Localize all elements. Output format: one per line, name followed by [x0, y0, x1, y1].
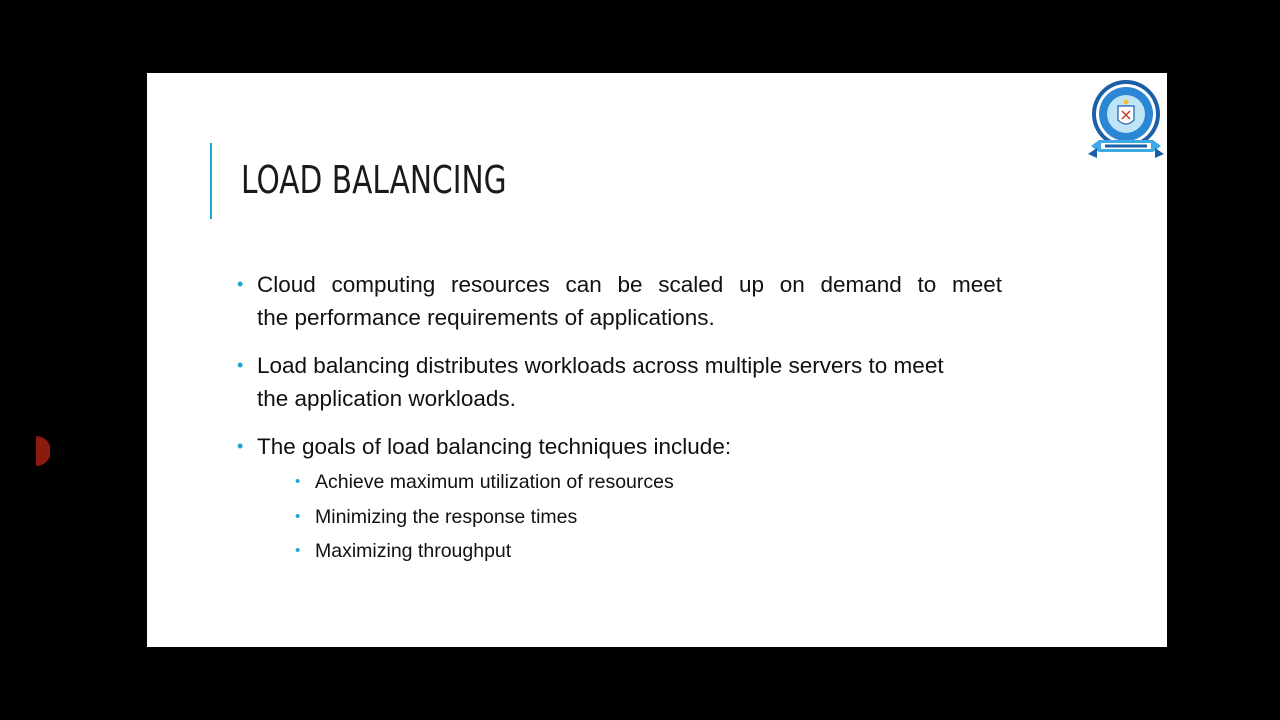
bullet-line: The goals of load balancing techniques include: — [257, 434, 732, 459]
bullet-line: Cloud computing resources can be scaled up on demand to meet — [257, 272, 1002, 297]
bullet-line: Load balancing distributes workloads across multiple servers to meet — [257, 353, 944, 378]
bullet-dot-icon: • — [295, 507, 301, 525]
sub-bullet-item — [295, 500, 1067, 535]
bullet-line: the performance requirements of applications. — [257, 305, 715, 330]
bullet-dot-icon: • — [237, 436, 244, 456]
sub-bullet-list — [257, 465, 1067, 569]
bullet-line: the application workloads. — [257, 386, 516, 411]
bullet-dot-icon: • — [295, 473, 301, 490]
bullet-item — [237, 268, 1067, 334]
sub-bullet-item — [295, 534, 1067, 569]
slide-body — [237, 268, 1067, 584]
sub-bullet-item — [295, 465, 1067, 500]
presentation-slide — [147, 73, 1167, 647]
bullet-dot-icon: • — [295, 542, 301, 559]
title-accent-bar — [210, 143, 212, 219]
sub-bullet-text: Minimizing the response times — [315, 505, 578, 528]
college-emblem-icon — [1087, 76, 1165, 172]
slide-title: LOAD BALANCING — [241, 158, 507, 202]
sub-bullet-text: Achieve maximum utilization of resources — [315, 471, 674, 493]
bullet-item — [237, 349, 1067, 415]
bullet-item — [237, 430, 1067, 569]
sub-bullet-text: Maximizing throughput — [315, 540, 512, 562]
bullet-dot-icon: • — [237, 274, 244, 294]
play-marker-icon[interactable] — [36, 436, 50, 466]
bullet-dot-icon: • — [237, 355, 244, 375]
